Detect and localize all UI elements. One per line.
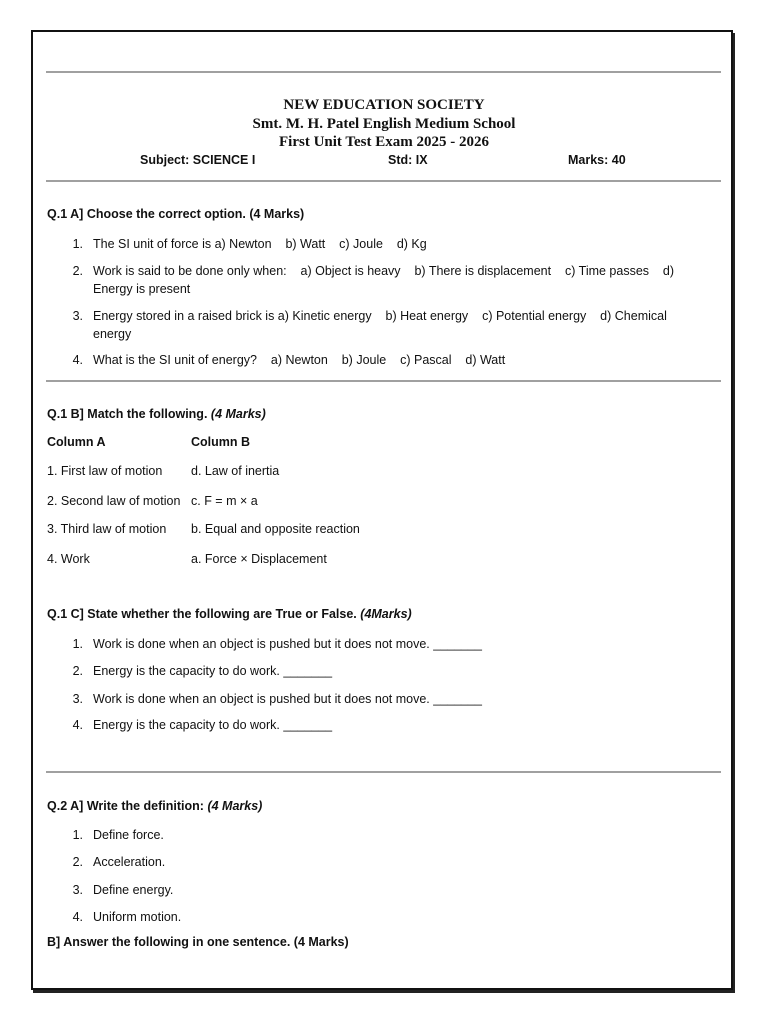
marks-label: Marks: 40 [568, 153, 626, 167]
item-text: Energy is the capacity to do work. _______ [93, 664, 333, 678]
divider-header [46, 180, 721, 182]
item-number: 1. [72, 237, 83, 251]
item-number: 1. [72, 637, 83, 651]
item-number: 4. [72, 718, 83, 732]
item-text: Energy stored in a raised brick is a) Kinetic energy b) Heat energy c) Potential energy d) Chemical energy [93, 309, 671, 341]
q1a-heading: Q.1 A] Choose the correct option. (4 Marks) [47, 207, 305, 221]
match-left-2: 2. Second law of motion [47, 494, 181, 508]
item-text: Energy is the capacity to do work. _______ [93, 718, 333, 732]
item-text: Work is done when an object is pushed but it does not move. _______ [93, 637, 482, 651]
column-a-header: Column A [47, 435, 106, 449]
q1b-heading [47, 407, 266, 421]
divider-q1 [46, 771, 721, 773]
item-number: 4. [72, 910, 83, 924]
item-text: Uniform motion. [93, 910, 182, 924]
exam-title: First Unit Test Exam 2025 - 2026 [279, 134, 489, 150]
q2a-marks: (4 Marks) [207, 799, 263, 813]
item-number: 2. [72, 855, 83, 869]
item-number: 3. [72, 309, 83, 323]
item-text: What is the SI unit of energy? a) Newton b) Joule c) Pascal d) Watt [93, 353, 506, 367]
item-text: Work is done when an object is pushed but it does not move. _______ [93, 692, 482, 706]
match-right-2: c. F = m × a [191, 494, 258, 508]
page-border [31, 30, 733, 990]
q2a-heading-text: Q.2 A] Write the definition: [47, 799, 204, 813]
item-number: 4. [72, 353, 83, 367]
match-left-3: 3. Third law of motion [47, 522, 167, 536]
q1c-heading-text: Q.1 C] State whether the following are True or False. [47, 607, 357, 621]
item-number: 2. [72, 664, 83, 678]
match-right-1: d. Law of inertia [191, 464, 280, 478]
item-text: The SI unit of force is a) Newton b) Watt c) Joule d) Kg [93, 237, 427, 251]
item-text: Acceleration. [93, 855, 166, 869]
item-number: 1. [72, 828, 83, 842]
item-number: 2. [72, 264, 83, 278]
q2a-heading [47, 799, 262, 813]
match-right-4: a. Force × Displacement [191, 552, 327, 566]
item-text: Define energy. [93, 883, 174, 897]
q1b-marks: (4 Marks) [210, 407, 266, 421]
match-left-4: 4. Work [47, 552, 90, 566]
match-left-1: 1. First law of motion [47, 464, 163, 478]
subject-label: Subject: SCIENCE I [140, 153, 256, 167]
item-number: 3. [72, 692, 83, 706]
q2b-heading: B] Answer the following in one sentence. (4 Marks) [47, 935, 349, 949]
q1b-heading-text: Q.1 B] Match the following. [47, 407, 208, 421]
q1c-heading [47, 607, 412, 621]
school-name: Smt. M. H. Patel English Medium School [252, 116, 516, 132]
column-b-header: Column B [191, 435, 251, 449]
match-right-3: b. Equal and opposite reaction [191, 522, 360, 536]
item-text: Work is said to be done only when: a) Object is heavy b) There is displacement c) Time passes d) Energy is present [93, 264, 678, 296]
society-name: NEW EDUCATION SOCIETY [283, 97, 485, 113]
item-number: 3. [72, 883, 83, 897]
divider-top [46, 71, 721, 73]
std-label: Std: IX [388, 153, 428, 167]
item-text: Define force. [93, 828, 164, 842]
divider-q1a [46, 380, 721, 382]
q1c-marks: (4Marks) [360, 607, 412, 621]
